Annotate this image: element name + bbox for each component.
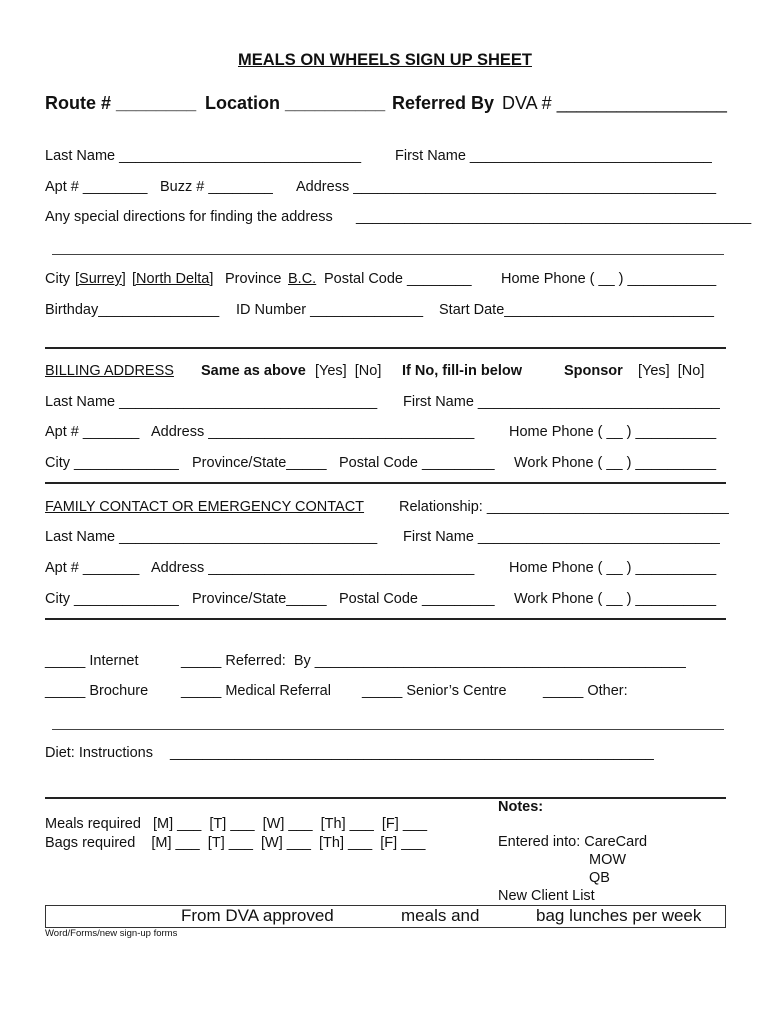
entered-into-qb: QB	[589, 870, 610, 886]
special-directions-field[interactable]: _________________________________________________	[356, 209, 752, 225]
page-title	[0, 51, 770, 70]
meals-and-label: meals and	[401, 906, 480, 925]
billing-postal-code-field[interactable]: Postal Code _________	[339, 455, 495, 471]
special-directions-line-2[interactable]	[52, 254, 724, 255]
province-value: B.C.	[288, 271, 317, 287]
same-as-above-label: Same as above	[201, 363, 306, 379]
billing-heading: BILLING ADDRESS	[45, 363, 174, 379]
section-divider	[45, 482, 726, 484]
meals-required-field[interactable]: Meals required [M] ___ [T] ___ [W] ___ [Th] ___ [F] ___	[45, 816, 428, 832]
family-province-field[interactable]: Province/State_____	[192, 591, 327, 607]
source-medical-referral-field[interactable]: _____ Medical Referral	[181, 683, 331, 699]
client-first-name-field[interactable]: First Name ______________________________	[395, 148, 712, 164]
family-last-name-field[interactable]: Last Name ________________________________	[45, 529, 378, 545]
section-divider	[45, 618, 726, 620]
sponsor-options[interactable]: [Yes] [No]	[638, 363, 705, 379]
section-divider	[45, 797, 726, 799]
client-home-phone-field[interactable]: Home Phone ( __ ) ___________	[501, 271, 717, 287]
if-no-label: If No, fill-in below	[402, 363, 523, 379]
client-postal-code-field[interactable]: Postal Code ________	[324, 271, 472, 287]
route-field[interactable]: Route # ________	[45, 93, 197, 113]
client-last-name-field[interactable]: Last Name ______________________________	[45, 148, 362, 164]
section-divider	[45, 347, 726, 349]
city-option-north-delta[interactable]: [North Delta]	[132, 271, 214, 287]
source-referred-by-field[interactable]: _____ Referred: By ______________________________________________	[181, 653, 686, 669]
client-apt-field[interactable]: Apt # ________	[45, 179, 148, 195]
family-apt-field[interactable]: Apt # _______	[45, 560, 140, 576]
province-label: Province	[225, 271, 282, 287]
start-date-field[interactable]: Start Date__________________________	[439, 302, 714, 318]
birthday-field[interactable]: Birthday_______________	[45, 302, 220, 318]
source-seniors-centre-field[interactable]: _____ Senior’s Centre	[362, 683, 507, 699]
client-buzz-field[interactable]: Buzz # ________	[160, 179, 273, 195]
bags-required-field[interactable]: Bags required [M] ___ [T] ___ [W] ___ [Th] ___ [F] ___	[45, 835, 426, 851]
sponsor-label: Sponsor	[564, 363, 623, 379]
from-dva-approved-label: From DVA approved	[181, 906, 334, 925]
family-heading: FAMILY CONTACT OR EMERGENCY CONTACT	[45, 499, 365, 515]
billing-work-phone-field[interactable]: Work Phone ( __ ) __________	[514, 455, 717, 471]
same-as-above-options[interactable]: [Yes] [No]	[315, 363, 382, 379]
billing-apt-field[interactable]: Apt # _______	[45, 424, 140, 440]
new-client-list-label: New Client List	[498, 888, 595, 904]
entered-into-label: Entered into: CareCard	[498, 834, 648, 850]
billing-last-name-field[interactable]: Last Name ________________________________	[45, 394, 378, 410]
diet-instructions-field[interactable]: ____________________________________________________________	[170, 745, 654, 761]
family-address-field[interactable]: Address _________________________________	[151, 560, 475, 576]
dva-field[interactable]: DVA # _________________	[502, 93, 727, 113]
family-city-field[interactable]: City _____________	[45, 591, 179, 607]
client-address-field[interactable]: Address _____________________________________________	[296, 179, 717, 195]
source-other-field[interactable]: _____ Other:	[543, 683, 628, 699]
entered-into-mow: MOW	[589, 852, 627, 868]
referred-by-label: Referred By	[392, 93, 495, 113]
family-postal-code-field[interactable]: Postal Code _________	[339, 591, 495, 607]
title-text: MEALS ON WHEELS SIGN UP SHEET	[238, 51, 532, 69]
billing-city-field[interactable]: City _____________	[45, 455, 179, 471]
billing-first-name-field[interactable]: First Name ______________________________	[403, 394, 720, 410]
source-brochure-field[interactable]: _____ Brochure	[45, 683, 149, 699]
family-first-name-field[interactable]: First Name ______________________________	[403, 529, 720, 545]
notes-heading: Notes:	[498, 799, 544, 815]
location-field[interactable]: Location __________	[205, 93, 386, 113]
billing-home-phone-field[interactable]: Home Phone ( __ ) __________	[509, 424, 717, 440]
billing-address-field[interactable]: Address _________________________________	[151, 424, 475, 440]
city-option-surrey[interactable]: [Surrey]	[75, 271, 126, 287]
source-other-line[interactable]	[52, 729, 724, 730]
file-path-footer: Word/Forms/new sign-up forms	[45, 928, 178, 939]
source-internet-field[interactable]: _____ Internet	[45, 653, 139, 669]
special-directions-label: Any special directions for finding the address	[45, 209, 333, 225]
bag-lunches-label: bag lunches per week	[536, 906, 702, 925]
diet-instructions-label: Diet: Instructions	[45, 745, 153, 761]
billing-province-field[interactable]: Province/State_____	[192, 455, 327, 471]
family-home-phone-field[interactable]: Home Phone ( __ ) __________	[509, 560, 717, 576]
family-work-phone-field[interactable]: Work Phone ( __ ) __________	[514, 591, 717, 607]
relationship-field[interactable]: Relationship: ______________________________	[399, 499, 729, 515]
city-label: City	[45, 271, 70, 287]
id-number-field[interactable]: ID Number ______________	[236, 302, 424, 318]
